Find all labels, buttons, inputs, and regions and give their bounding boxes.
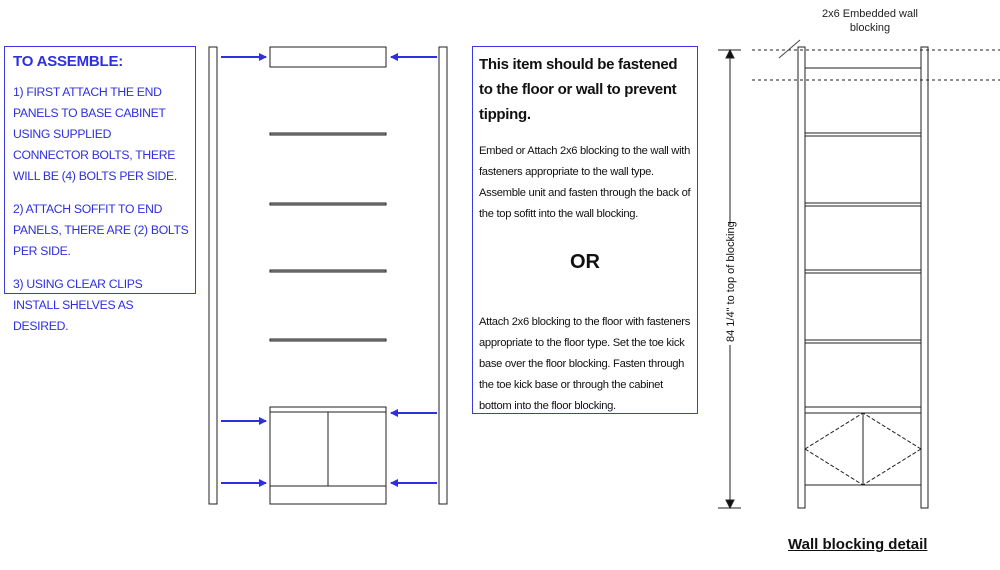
shelf-2 — [270, 203, 386, 205]
shelf-3 — [270, 270, 386, 272]
top-soffit — [270, 47, 386, 67]
or-separator: OR — [570, 251, 600, 273]
assembly-step-1: 1) FIRST ATTACH THE END PANELS TO BASE CABINET USING SUPPLIED CONNECTOR BOLTS, THERE WILL BE (4) BOLTS PER SIDE. — [13, 85, 177, 183]
detail-title: Wall blocking detail — [788, 536, 928, 553]
floor-blocking-option: Attach 2x6 blocking to the floor with fasteners appropriate to the floor type. Set the toe kick base over the floor blocking. Fasten through the toe kick base or through the cabinet bottom into the floor blocking. — [479, 316, 691, 412]
exploded-cabinet — [209, 47, 447, 504]
left-end-panel — [209, 47, 217, 504]
fastening-title: This item should be fastened to the floor or wall to prevent tipping. — [479, 56, 678, 123]
shelf-1 — [270, 133, 386, 135]
fastening-instructions-box — [472, 46, 698, 414]
right-end-panel — [439, 47, 447, 504]
dimension-label: 84 1/4" to top of blocking — [725, 221, 737, 342]
wall-blocking-option: Embed or Attach 2x6 blocking to the wall with fasteners appropriate to the wall type. Assemble unit and fasten through the back of the top sofitt into the wall blocking. — [479, 145, 691, 220]
assembly-title: TO ASSEMBLE: — [13, 53, 124, 70]
embedded-blocking-note: 2x6 Embedded wall blocking — [821, 8, 918, 34]
assembly-step-2: 2) ATTACH SOFFIT TO END PANELS, THERE ARE (2) BOLTS PER SIDE. — [13, 202, 189, 258]
assembly-step-3: 3) USING CLEAR CLIPS INSTALL SHELVES AS DESIRED. — [13, 277, 143, 333]
wall-blocking-detail — [718, 40, 1000, 508]
shelf-4 — [270, 339, 386, 341]
